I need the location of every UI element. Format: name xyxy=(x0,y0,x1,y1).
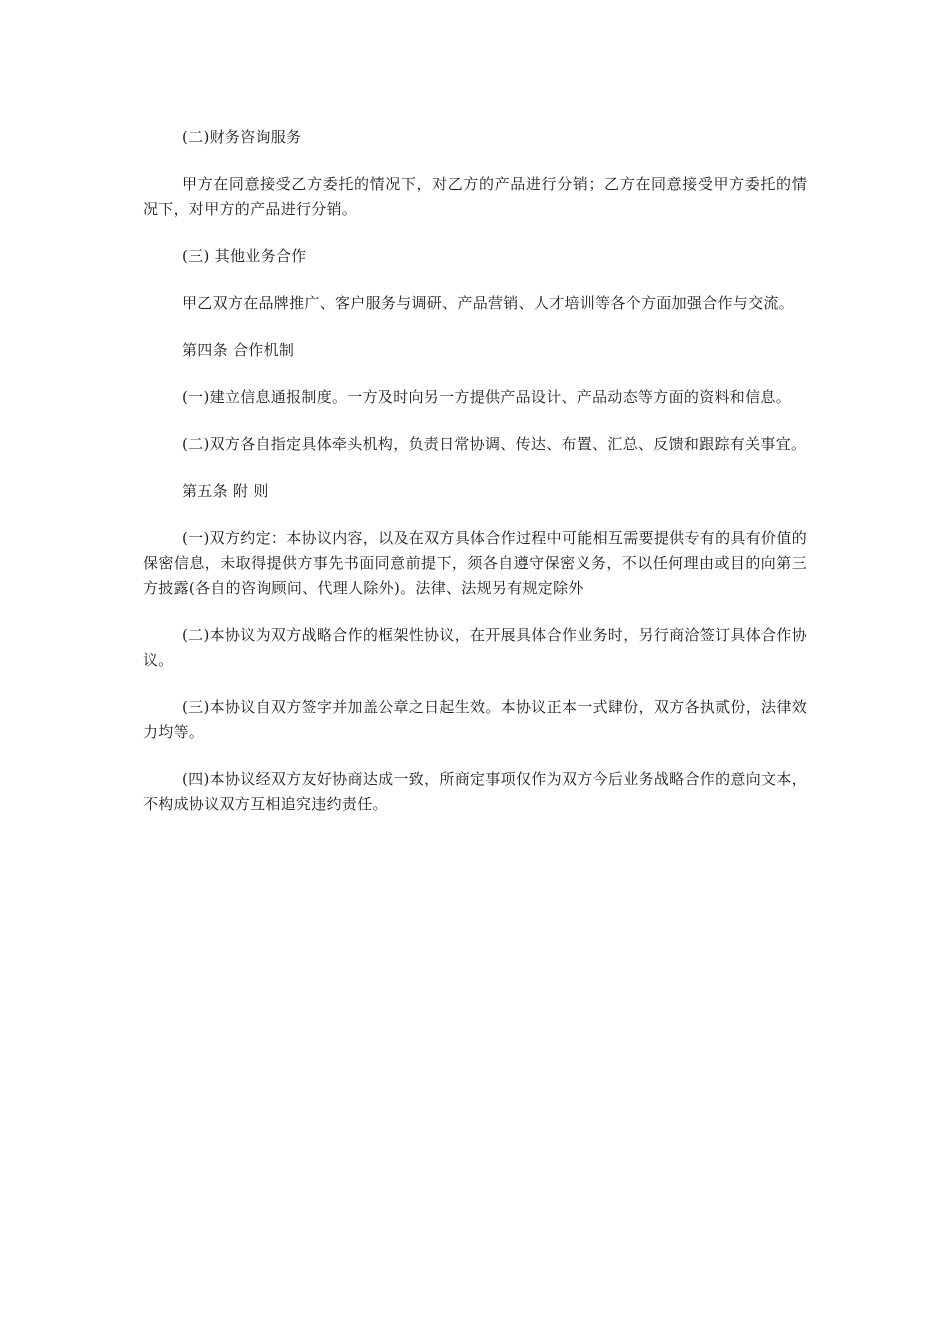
paragraph-distribution: 甲方在同意接受乙方委托的情况下，对乙方的产品进行分销；乙方在同意接受甲方委托的情况下，对甲方的产品进行分销。 xyxy=(143,175,807,218)
article-heading-4: 第四条 合作机制 xyxy=(182,341,295,359)
clause-5-3: (三)本协议自双方签字并加盖公章之日起生效。本协议正本一式肆份，双方各执贰份，法律效力均等。 xyxy=(143,698,807,741)
section-heading-financial-consulting: (二)财务咨询服务 xyxy=(182,128,302,146)
clause-4-2: (二)双方各自指定具体牵头机构，负责日常协调、传达、布置、汇总、反馈和跟踪有关事宜。 xyxy=(182,435,807,453)
section-heading-other-cooperation: (三) 其他业务合作 xyxy=(182,247,307,265)
clause-5-4: (四)本协议经双方友好协商达成一致，所商定事项仅作为双方今后业务战略合作的意向文本，不构成协议双方互相追究违约责任。 xyxy=(143,770,807,813)
clause-5-1: (一)双方约定：本协议内容，以及在双方具体合作过程中可能相互需要提供专有的具有价值的保密信息，未取得提供方事先书面同意前提下，须各自遵守保密义务，不以任何理由或目的向第三方披露(各自的咨询顾问、代理人除外)。法律、法规另有规定除外 xyxy=(143,529,807,597)
article-heading-5: 第五条 附 则 xyxy=(182,482,269,500)
clause-4-1: (一)建立信息通报制度。一方及时向另一方提供产品设计、产品动态等方面的资料和信息。 xyxy=(182,388,792,406)
document-body xyxy=(143,125,807,839)
clause-5-2: (二)本协议为双方战略合作的框架性协议，在开展具体合作业务时，另行商洽签订具体合作协议。 xyxy=(143,626,807,669)
paragraph-other-cooperation: 甲乙双方在品牌推广、客户服务与调研、产品营销、人才培训等各个方面加强合作与交流。 xyxy=(182,294,795,312)
